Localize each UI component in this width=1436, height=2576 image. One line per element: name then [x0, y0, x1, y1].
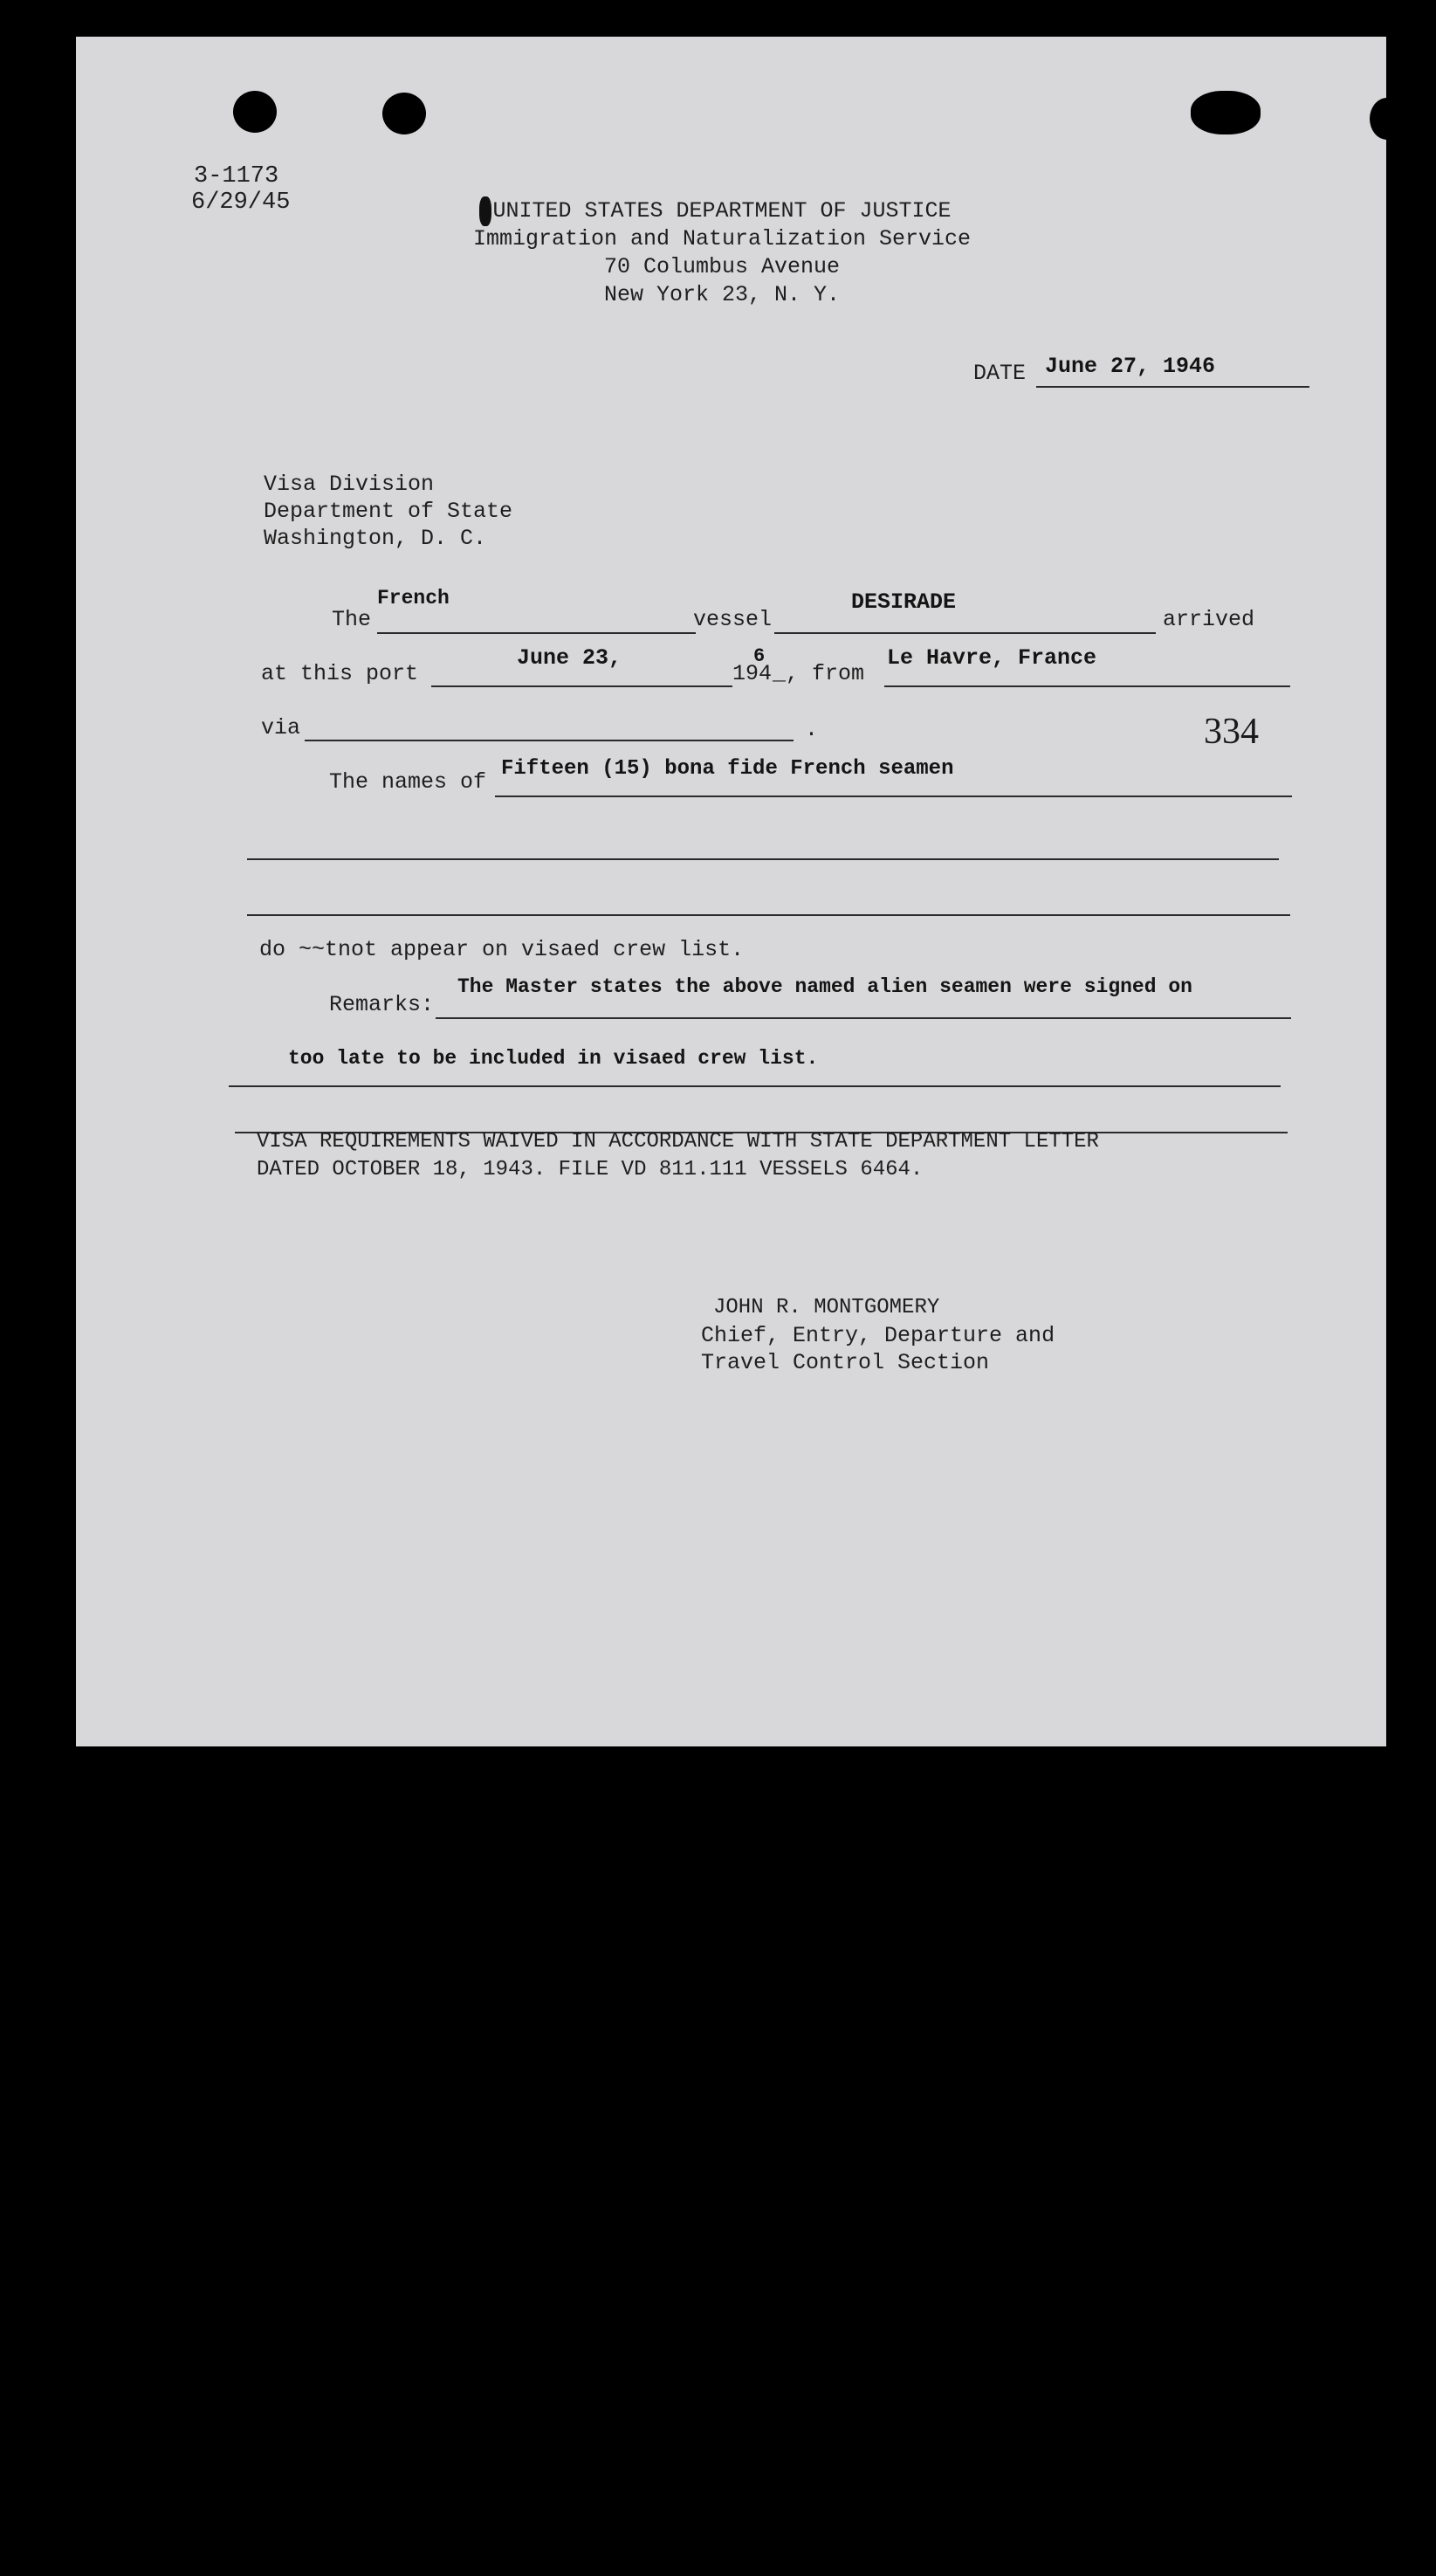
- the-label: The: [332, 607, 372, 632]
- signatory-name: JOHN R. MONTGOMERY: [713, 1296, 940, 1319]
- date-value: June 27, 1946: [1045, 354, 1216, 379]
- waiver-line-2: DATED OCTOBER 18, 1943. FILE VD 811.111 VESSELS 6464.: [257, 1158, 924, 1181]
- year-suffix: _, from: [773, 661, 865, 686]
- remarks-line-2: too late to be included in visaed crew list.: [288, 1047, 819, 1070]
- vessel-nationality: French: [377, 587, 450, 610]
- year-digit: 6: [753, 645, 766, 667]
- year-prefix: 194: [732, 661, 773, 686]
- names-label: The names of: [329, 769, 487, 795]
- vessel-underline: [774, 632, 1156, 634]
- date-underline: [1036, 386, 1309, 388]
- addressee-division: Visa Division: [264, 472, 435, 497]
- date-label: DATE: [973, 361, 1027, 386]
- names-underline: [495, 796, 1292, 797]
- signatory-title-1: Chief, Entry, Departure and: [701, 1323, 1055, 1348]
- punch-hole: [233, 91, 277, 133]
- blank-line: [247, 914, 1290, 916]
- vessel-name: DESIRADE: [851, 589, 957, 615]
- remarks-underline: [436, 1017, 1291, 1019]
- from-underline: [884, 685, 1290, 687]
- vessel-label: vessel: [693, 607, 773, 632]
- addressee-department: Department of State: [264, 499, 513, 524]
- remarks-underline-2: [229, 1085, 1281, 1087]
- names-value: Fifteen (15) bona fide French seamen: [501, 757, 954, 781]
- letterhead-street: 70 Columbus Avenue: [603, 254, 841, 279]
- arrival-date-underline: [431, 685, 732, 687]
- punch-hole: [1191, 91, 1261, 134]
- waiver-line-1: VISA REQUIREMENTS WAIVED IN ACCORDANCE WITH STATE DEPARTMENT LETTER: [257, 1130, 1099, 1154]
- remarks-label: Remarks:: [329, 992, 435, 1017]
- letterhead-city: New York 23, N. Y.: [603, 282, 841, 307]
- via-label: via: [261, 715, 301, 740]
- from-place: Le Havre, France: [887, 645, 1097, 671]
- arrived-label: arrived: [1163, 607, 1255, 632]
- stamp-number: 334: [1204, 712, 1259, 752]
- letterhead-agency: UNITED STATES DEPARTMENT OF JUSTICE: [492, 198, 952, 224]
- punch-hole: [1370, 98, 1405, 140]
- via-period: .: [805, 717, 819, 742]
- file-ref-number: 3-1173: [194, 163, 279, 189]
- arrival-date: June 23,: [517, 645, 622, 671]
- via-underline: [305, 740, 794, 741]
- nationality-underline: [377, 632, 696, 634]
- blank-line: [247, 858, 1279, 860]
- remarks-line-1: The Master states the above named alien seamen were signed on: [457, 975, 1192, 998]
- punch-hole: [382, 93, 426, 134]
- document-page: [76, 37, 1386, 1746]
- addressee-city: Washington, D. C.: [264, 526, 487, 551]
- file-ref-date: 6/29/45: [191, 189, 291, 216]
- letterhead-service: Immigration and Naturalization Service: [472, 226, 972, 251]
- signatory-title-2: Travel Control Section: [701, 1350, 990, 1375]
- port-label: at this port: [261, 661, 419, 686]
- do-not-appear-text: do ~~tnot appear on visaed crew list.: [259, 937, 745, 962]
